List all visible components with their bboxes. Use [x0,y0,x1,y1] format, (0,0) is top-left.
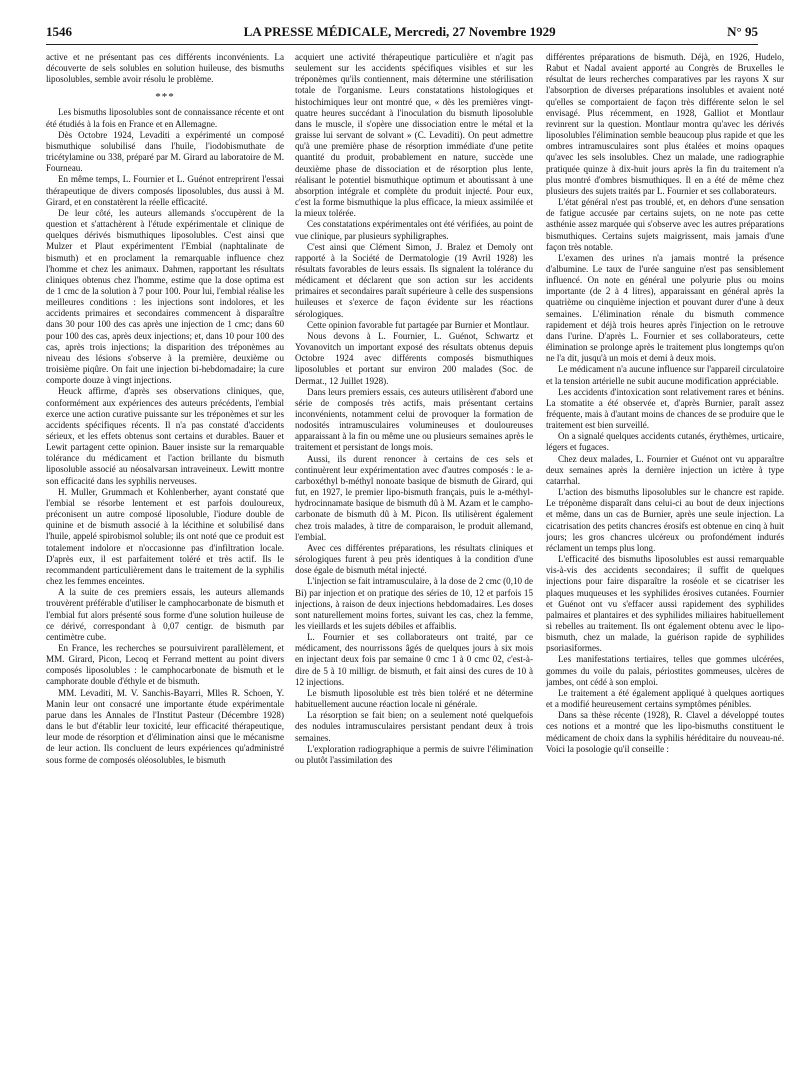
paragraph: On a signalé quelques accidents cutanés, érythèmes, urticaire, légers et fugaces. [546,431,784,453]
paragraph: L'examen des urines n'a jamais montré la présence d'albumine. Le taux de l'urée sanguine n'est pas sensiblement influencé. On note en général une polyurie plus ou moins importante (de 2 à 4 litres), apparaissant en général après la quatrième ou cinquième injection et pouvant durer d'une à deux semaines. L'élimination rénale du bismuth commence rapidement et déjà trois heures après l'injection on le retrouve dans l'urine. D'après L. Fournier et ses collaborateurs, cette élimination se prolonge après le traitement plus longtemps qu'on ne l'a dit, jusqu'à un mois et demi à deux mois. [546,252,784,364]
paragraph: Avec ces différentes préparations, les résultats cliniques et sérologiques furent à peu près identiques à la condition d'une dose égale de bismuth métal injecté. [295,542,533,576]
paragraph: L'exploration radiographique a permis de suivre l'élimination ou plutôt l'assimilation des [295,743,533,765]
column-left [46,52,284,1072]
paragraph: Aussi, ils durent renoncer à certains de ces sels et continuèrent leur expérimentation avec d'autres composés : le a-carboxéthyl b-méthyl nonoate basique de bismuth de Girard, qui fut, en 1927, le premier lipo-bismuth français, puis le a-méthyl-hydrocinnamate basique de bismuth dû à M. Azam et le campho-carbonate de bismuth dû à M. Picon. Ils utilisèrent également chez trois malades, à titre de comparaison, le produit allemand, l'embial. [295,453,533,542]
journal-title: LA PRESSE MÉDICALE, Mercredi, 27 Novembre 1929 [243,24,556,39]
column-middle [295,52,533,1072]
paragraph: Les bismuths liposolubles sont de connaissance récente et ont été étudiés à la fois en France et en Allemagne. [46,107,284,129]
paragraph: L. Fournier et ses collaborateurs ont traité, par ce médicament, des nourrissons âgés de quelques jours à six mois en injectant deux fois par semaine 0 cmc 1 à 0 cmc 02, c'est-à-dire de 5 à 10 milligr. de bismuth, et fait ainsi des cures de 10 à 12 injections. [295,632,533,687]
paragraph: Le traitement a été également appliqué à quelques aortiques et a modifié heureusement certains symptômes pénibles. [546,687,784,710]
paragraph: différentes préparations de bismuth. Déjà, en 1926, Hudelo, Rabut et Nadal avaient apporté au Congrès de Bruxelles le résultat de leurs recherches comparatives par les rayons X sur l'absorption de diverses préparations insolubles et avaient noté qu'elles se comportaient de façon très différente selon le sel envisagé. Plus récemment, en 1928, Galliot et Montlaur revinrent sur la question. Montlaur montra qu'avec les dérivés liposolubles l'élimination semble beaucoup plus rapide et que les ombres intramusculaires sont plus étalées et moins opaques qu'avec les sels insolubles. Chez un malade, une radiographie pratiquée quinze à dix-huit jours après la fin du traitement n'a plus montré d'ombres bismuthiques. Il en a été de même chez plusieurs des sujets traités par L. Fournier et ses collaborateurs. [546,52,784,196]
paragraph: Chez deux malades, L. Fournier et Guénot ont vu apparaître deux semaines après la dernière injection un ictère à type catarrhal. [546,453,784,486]
paragraph: MM. Levaditi, M. V. Sanchis-Bayarri, Mlles R. Schoen, Y. Manin leur ont consacré une importante étude expérimentale parue dans les Annales de l'Institut Pasteur (Décembre 1928) dans le but d'établir leur toxicité, leur efficacité thérapeutique, leur mode de résorption et d'élimination ainsi que le mécanisme de leur action. Ils concluent de leurs expériences qu'administré sous forme de composés oléosolubles, le bismuth [46,687,284,765]
paragraph: Les accidents d'intoxication sont relativement rares et bénins. La stomatite a été observée et, d'après Burnier, paraît assez fréquente, mais à d'autant moins de chances de se produire que le traitement est bien surveillé. [546,386,784,431]
paragraph: L'efficacité des bismuths liposolubles est aussi remarquable vis-à-vis des accidents secondaires; il suffit de quelques injections pour faire disparaître la roséole et se cicatriser les plaques muqueuses et les syphilides érosives cutanées. Fournier et Guénot ont vu s'effacer aussi rapidement des syphilides palmaires et plantaires et des syphilides miliaires habituellement si rebelles au traitement. Ils ont également obtenu avec le lipo-bismuth, chez un malade, la guérison rapide de syphilides psoriasiformes. [546,554,784,654]
paragraph: De leur côté, les auteurs allemands s'occupèrent de la question et s'attachèrent à l'étude expérimentale et clinique de quelques dérivés bismuthiques liposolubles. C'est ainsi que Mulzer et Plaut expérimentent l'Embial (naphtalinate de bismuth) et en proclament la remarquable influence chez l'homme et chez les animaux. Dahmen, rapportant les résultats cliniques obtenus chez l'homme, estime que la dose optima est de 1 cmc de la solution à 7 pour 100. Pour lui, l'embial réalise les meilleures conditions : les injections sont indolores, et les accidents primaires et secondaires commencent à disparaître dans 30 pour 100 des cas après une injection de 1 cmc; dans 60 pour 100 des cas, après deux injections; et, dans 10 pour 100 des cas, après trois injections; la disparition des tréponèmes au niveau des lésions s'observe à la première, deuxième ou troisième piqûre. On fait une injection bi-hebdomadaire; la cure comporte douze à vingt injections. [46,207,284,386]
column-right [546,52,784,1072]
issue-number: N° 95 [727,24,758,39]
paragraph: A la suite de ces premiers essais, les auteurs allemands trouvèrent préférable d'utiliser le camphocarbonate de bismuth et l'embial fut alors présenté sous forme d'une solution huileuse de ce dérivé, correspondant à 0,07 centigr. de bismuth par centimètre cube. [46,587,284,642]
paragraph: C'est ainsi que Clément Simon, J. Bralez et Demoly ont rapporté à la Société de Dermatologie (19 Avril 1928) les résultats favorables de leurs essais. Ils signalent la tolérance du médicament et déclarent que son action sur les accidents primaires et secondaires paraît supérieure à celle des suspensions huileuses et s'exerce de façon évidente sur les réactions sérologiques. [295,241,533,319]
paragraph: Cette opinion favorable fut partagée par Burnier et Montlaur. [307,319,529,330]
paragraph: L'action des bismuths liposolubles sur le chancre est rapide. Le tréponème disparaît dans celui-ci au bout de deux injections et même, dans un cas de Burnier, après une seule injection. La cicatrisation des petits chancres érosifs est obtenue en cinq à huit jours; les gros chancres ulcéreux ou profondément indurés réclament un temps plus long. [546,487,784,553]
paragraph: En même temps, L. Fournier et L. Guénot entreprirent l'essai thérapeutique de divers composés liposolubles, dus aussi à M. Girard, et en constatèrent la réelle efficacité. [46,174,284,207]
paragraph: Dans leurs premiers essais, ces auteurs utilisèrent d'abord une série de composés très actifs, mais présentant certains inconvénients, notamment celui de provoquer la formation de nodosités intramusculaires volumineuses et douloureuses apparaissant à la fin ou même une ou plusieurs semaines après le traitement et persistant de longs mois. [295,386,533,453]
paragraph: Heuck affirme, d'après ses observations cliniques, que, conformément aux expériences des auteurs précédents, l'embial exerce une action curative puissante sur les tréponèmes et sur les accidents spécifiques récents. Il n'a pas constaté d'accidents sérieux, et les effets obtenus sont certains et durables. Bauer et Lewit partagent cette opinion. Bauer insiste sur la remarquable tolérance du médicament et l'action brillante du bismuth liposoluble associé au néosalvarsan intraveineux. Lewitt montre son efficacité dans les syphilis nerveuses. [46,386,284,486]
paragraph: H. Muller, Grummach et Kohlenberher, ayant constaté que l'embial se résorbe lentement et est parfois douloureux, préconisent un autre composé liposoluble, l'iodure double de quinine et de bismuth associé à la lécithine et solubilisé dans l'huile, appelé spirobismol soluble; ils ont noté que ce produit est totalement indolore et n'occasionne pas d'infiltration locale. D'après eux, il est parfaitement toléré et très actif. Ils le recommandent particulièrement dans le traitement de la syphilis chez les femmes enceintes. [46,486,284,587]
paragraph: Le médicament n'a aucune influence sur l'appareil circulatoire et la tension artérielle ne subit aucune modification appréciable. [546,364,784,386]
paragraph: La résorption se fait bien; on a seulement noté quelquefois des nodules intramusculaires persistant pendant deux à trois semaines. [295,710,533,743]
paragraph: Dès Octobre 1924, Levaditi a expérimenté un composé bismuthique solubilisé dans l'huile, l'iodobismuthate de tricétylamine ou 338, préparé par M. Girard au laboratoire de M. Fourneau. [46,129,284,174]
paragraph: Le bismuth liposoluble est très bien toléré et ne détermine habituellement aucune réaction locale ni générale. [295,687,533,710]
paragraph: active et ne présentant pas ces différents inconvénients. La découverte de sels solubles en solution huileuse, des bismuths liposolubles, semble avoir résolu le problème. [46,52,284,85]
section-separator: *** [155,91,175,104]
paragraph: acquiert une activité thérapeutique particulière et n'agit pas seulement sur les accidents spécifiques visibles et sur les tréponèmes qu'ils contiennent, mais détermine une stérilisation totale de l'organisme. Leurs constatations histologiques et histochimiques leur ont montré que, « dès les premières vingt-quatre heures succédant à l'inoculation du bismuth liposoluble dans le muscle, il s'opère une dissociation entre le métal et la graisse lui servant de solvant » (C. Levaditi). On peut admettre qu'à une première phase de résorption immédiate d'une petite quantité du produit, probablement en nature, succède une deuxième phase de dissociation et de résorption plus lente, réalisant le potentiel bismuthique optimum et aboutissant à une absorption intégrale et complète du produit injecté. Pour eux, c'est la forme bismuthique la plus efficace, la mieux assimilée et la mieux tolérée. [295,52,533,219]
running-header [46,24,758,45]
paragraph: Les manifestations tertiaires, telles que gommes ulcérées, gommes du voile du palais, périostites gommeuses, ulcères de jambes, ont cédé à son emploi. [546,654,784,687]
paragraph: Dans sa thèse récente (1928), R. Clavel a développé toutes ces notions et a montré que les lipo-bismuths constituent le médicament de choix dans la syphilis héréditaire du nouveau-né. Voici la posologie qu'il conseille : [546,710,784,754]
paragraph: Ces constatations expérimentales ont été vérifiées, au point de vue clinique, par plusieurs syphiligraphes. [295,219,533,241]
paragraph: L'état général n'est pas troublé, et, en dehors d'une sensation de fatigue accusée par certains sujets, on ne note pas cette asthénie assez marquée qui s'observe avec les autres préparations bismuthiques. Certains sujets maigrissent, mais jamais d'une façon très notable. [546,197,784,252]
page-number: 1546 [46,24,72,39]
paragraph: L'injection se fait intramusculaire, à la dose de 2 cmc (0,10 de Bi) par injection et on pratique des séries de 10, 12 et parfois 15 injections, à raison de deux injections hebdomadaires. Les doses sont naturellement moins fortes, suivant les cas, chez la femme, les vieillards et les sujets débiles et affaiblis. [295,576,533,631]
paragraph: Nous devons à L. Fournier, L. Guénot, Schwartz et Yovanovitch un important exposé des résultats obtenus depuis Octobre 1924 avec différents composés bismuthiques liposolubles et portant sur environ 200 malades (Soc. de Dermat., 12 Juillet 1928). [295,330,533,386]
paragraph: En France, les recherches se poursuivirent parallèlement, et MM. Girard, Picon, Lecoq et Ferrand mettent au point divers composés liposolubles : le camphocarbonate de bismuth et le camphorate double d'éthyle et de bismuth. [46,642,284,687]
